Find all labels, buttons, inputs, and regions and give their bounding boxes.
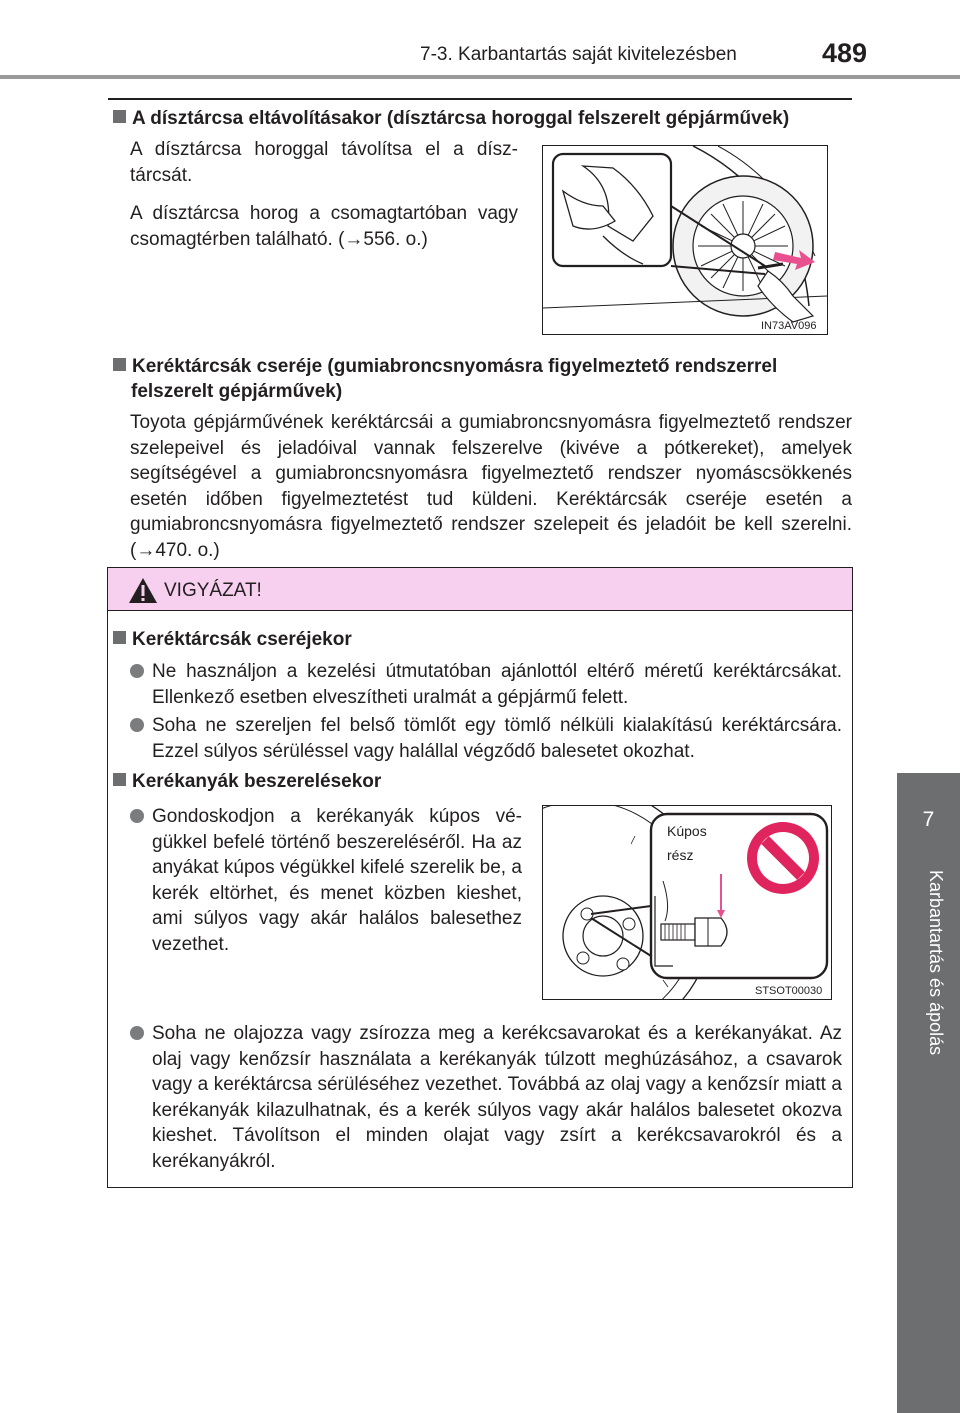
wheel-replacement-heading-line1: Keréktárcsák cseréje (gumiabroncsnyomásra figyelmeztető rendszerrel xyxy=(113,354,853,379)
lug-nut-figure xyxy=(542,805,832,1000)
chapter-label: Karbantartás és ápolás xyxy=(926,870,946,1056)
prohibition-icon xyxy=(747,822,819,894)
header-rule xyxy=(0,75,960,79)
figure-code-2: STSOT00030 xyxy=(755,985,823,997)
figure-label-line2: rész xyxy=(667,847,694,863)
chapter-number: 7 xyxy=(922,808,935,831)
wheel-replacement-heading-line2: felszerelt gépjárművek) xyxy=(131,381,343,402)
square-bullet-icon xyxy=(113,110,126,123)
hubcap-removal-heading: A dísztárcsa eltávolításakor (dísztárcsa horoggal felszerelt gépjárművek) xyxy=(113,108,853,130)
warning-title: VIGYÁZAT! xyxy=(164,580,262,601)
wheel-replacement-heading xyxy=(113,354,853,404)
section-rule xyxy=(108,98,852,100)
hubcap-removal-figure xyxy=(542,145,828,335)
wheel-replacement-paragraph: Toyota gépjárművének keréktárcsái a gumiabroncsnyomásra figyelmeztető rendszer szelepeivel és jeladóival vannak felszerelve (kivéve a pótkereket), amelyek segítségével a gumiabroncsnyomásra figyelmeztető rendszer nyomáscsökkenés esetén időben figyelmeztetést tud küldeni. Keréktárcsák cseréje esetén a gumiabroncsnyomásra figyelmeztető rendszer szelepeit és jeladóit be kell szerelni. (→470. o.) xyxy=(130,412,852,561)
lug-nut-warning-heading: Kerékanyák beszerelésekor xyxy=(113,771,381,793)
bullet-dot-icon xyxy=(130,809,144,823)
warning-bullet-text: Soha ne szereljen fel belső tömlőt egy tömlő nélküli kialakítású keréktárcsára. Ezzel súlyos sérüléssel vagy halállal végződő balesetet okozhat. xyxy=(152,715,842,762)
figure-label-line1: Kúpos xyxy=(667,823,707,839)
wheel-replacement-warning-heading: Keréktárcsák cseréjekor xyxy=(113,629,352,651)
hubcap-paragraph-2: A dísztárcsa horog a csomagtartóban vagy csomagtérben található. (→556. o.) xyxy=(130,203,518,250)
warning-bullet xyxy=(130,804,522,964)
hubcap-paragraph-1: A dísztárcsa horoggal távolítsa el a dísztárcsát. xyxy=(130,139,518,186)
warning-bullet-text: Gondoskodjon a kerékanyák kúpos végükkel befelé történő beszereléséről. Ha az anyákat kúpos végükkel kifelé szerelik be, a kerék eltörhet, és menet közben kieshet, ami súlyos vagy akár halálos balesethez vezethet. xyxy=(152,806,522,955)
warning-bullet-text: Ne használjon a kezelési útmutatóban ajánlottól eltérő méretű keréktárcsákat. Ellenkező esetben elveszítheti uralmát a gépjármű felett. xyxy=(152,661,842,708)
warning-bullet-text: Soha ne olajozza vagy zsírozza meg a kerékcsavarokat és a kerékanyákat. Az olaj vagy kenőzsír használata a kerékanyák túlzott meghúzásához, a csavarok vagy a keréktárcsa sérüléséhez vezethet. Továbbá az olaj vagy a kenőzsír miatt a kerékanyák kilazulhatnak, és a kerék súlyos vagy akár halálos balesetet okozva kieshet. Távolítson el minden olajat vagy zsírt a kerékcsavarokról és a kerékanyákról. xyxy=(152,1023,842,1172)
figure-code-1: IN73AV096 xyxy=(761,320,817,332)
warning-bullet xyxy=(130,1021,842,1181)
bullet-dot-icon xyxy=(130,718,144,732)
warning-bullet xyxy=(130,659,842,711)
warning-bullet xyxy=(130,713,842,765)
page-number: 489 xyxy=(822,38,868,68)
warning-triangle-icon xyxy=(128,577,158,604)
bullet-dot-icon xyxy=(130,664,144,678)
square-bullet-icon xyxy=(113,773,126,786)
section-title: 7-3. Karbantartás saját kivitelezésben xyxy=(420,44,737,65)
square-bullet-icon xyxy=(113,358,126,371)
bullet-dot-icon xyxy=(130,1026,144,1040)
square-bullet-icon xyxy=(113,631,126,644)
